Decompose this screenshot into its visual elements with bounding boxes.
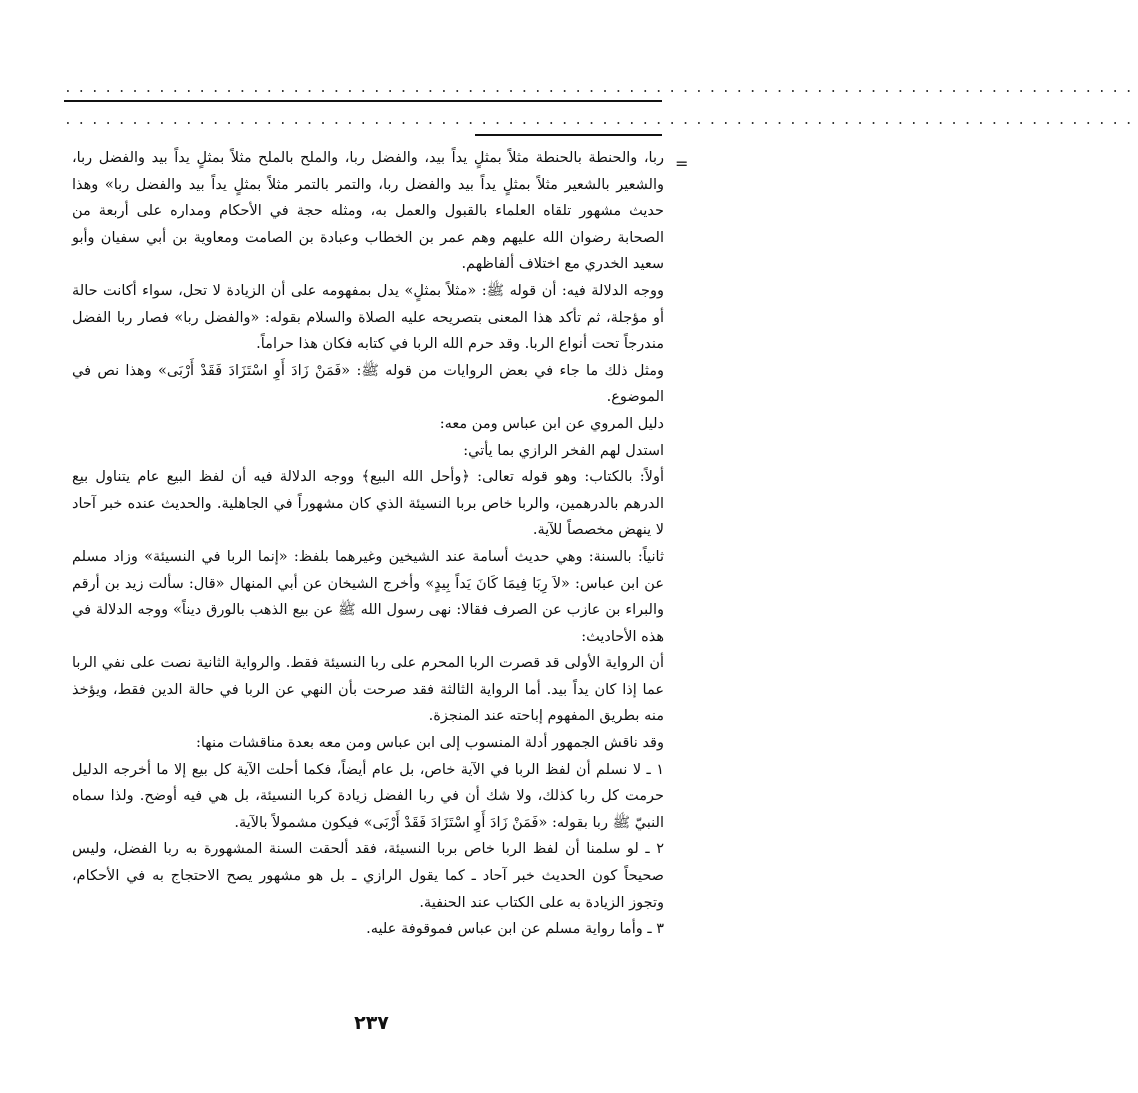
paragraph-first-quran: أولاً: بالكتاب: وهو قوله تعالى: ﴿وأحل الله البيع﴾ ووجه الدلالة فيه أن لفظ البيع عام يتناول بيع الدرهم بالدرهمين، والربا خاص بربا النسيئة الذي كان مشهوراً في الجاهلية. والحديث عنده خبر آحاد لا ينهض مخصصاً للآية. <box>72 469 664 539</box>
list-item-1: ١ ـ لا نسلم أن لفظ الربا في الآية خاص، بل عام أيضاً، فكما أحلت الآية كل بيع إلا ما أخرجه الدليل حرمت كل ربا كذلك، ولا شك أن في ربا الفضل زيادة كربا النسيئة، بل هي فيه أوضح. ولذا سماه النبيّ ﷺ ربا بقوله: «فَمَنْ زَادَ أَوِ اسْتَزَادَ فَقَدْ أَرْبَى» فيكون مشمولاً بالآية. <box>72 761 664 831</box>
paragraph-hadith-text: ربا، والحنطة بالحنطة مثلاً بمثلٍ يداً بيد، والفضل ربا، والملح بالملح مثلاً بمثلٍ يداً بيد والفضل ربا، والشعير بالشعير مثلاً بمثلٍ يداً بيد والفضل ربا، والتمر بالتمر مثلاً بمثلٍ يداً بيد والفضل ربا» وهذا حديث مشهور تلقاه العلماء بالقبول والعمل به، ومثله حجة في الأحكام ومداره على أربعة من الصحابة رضوان الله عليهم وهم عمر بن الخطاب وعبادة بن الصامت ومعاوية بن أبي سفيان وأبو سعيد الخدري مع اختلاف ألفاظهم. <box>72 150 664 273</box>
continuation-marker: = <box>675 154 689 173</box>
header-dotted-line-top: ................................................................................ <box>64 81 1138 96</box>
paragraph-razi-intro: استدل لهم الفخر الرازي بما يأتي: <box>463 442 664 459</box>
page-body <box>72 145 664 943</box>
list-item-3: ٣ ـ وأما رواية مسلم عن ابن عباس فموقوفة عليه. <box>366 921 664 938</box>
list-item-2: ٢ ـ لو سلمنا أن لفظ الربا خاص بربا النسيئة، فقد ألحقت السنة المشهورة به ربا الفضل، وليس صحيحاً كون الحديث خبر آحاد ـ كما يقول الرازي ـ بل هو مشهور يصح الاحتجاج به في الأحكام، وتجوز الزيادة به على الكتاب عند الحنفية. <box>72 841 664 911</box>
paragraph-majority-discussion: وقد ناقش الجمهور أدلة المنسوب إلى ابن عباس ومن معه بعدة مناقشات منها: <box>195 735 664 752</box>
header-rule <box>64 100 662 102</box>
paragraph-evidence-explanation: ووجه الدلالة فيه: أن قوله ﷺ: «مثلاً بمثلٍ» يدل بمفهومه على أن الزيادة لا تحل، سواء أكانت حالة أو مؤجلة، ثم تأكد هذا المعنى بتصريحه عليه الصلاة والسلام بقوله: «والفضل ربا» فصار ربا الفضل مندرجاً تحت أنواع الربا. وقد حرم الله الربا في كتابه فكان هذا حراماً. <box>72 282 664 353</box>
header-dotted-line-bottom: ................................................................................ <box>64 113 1138 128</box>
page-number: ٢٣٧ <box>354 1012 389 1034</box>
section-heading-ibn-abbas-evidence: دليل المروي عن ابن عباس ومن معه: <box>439 415 664 432</box>
paragraph-second-sunnah: ثانياً: بالسنة: وهي حديث أسامة عند الشيخين وغيرهما بلفظ: «إنما الربا في النسيئة» وزاد مسلم عن ابن عباس: «لاَ رِبَا فِيمَا كَانَ يَداً بِيدٍ» وأخرج الشيخان عن أبي المنهال «قال: سألت زيد بن أرقم والبراء بن عازب عن الصرف فقالا: نهى رسول الله ﷺ عن بيع الذهب بالورق ديناً» ووجه الدلالة في هذه الأحاديث: <box>72 548 664 645</box>
paragraph-similar-narration: ومثل ذلك ما جاء في بعض الروايات من قوله ﷺ: «فَمَنْ زَادَ أَوِ اسْتَزَادَ فَقَدْ أَرْبَى» وهذا نص في الموضوع. <box>72 362 664 406</box>
header-short-rule <box>475 134 662 136</box>
paragraph-narrations-analysis: أن الرواية الأولى قد قصرت الربا المحرم على ربا النسيئة فقط. والرواية الثانية نصت على نفي الربا عما إذا كان يداً بيد. أما الرواية الثالثة فقد صرحت بأن النهي عن الربا في حالة الدين فقط، ويؤخذ منه بطريق المفهوم إباحته عند المنجزة. <box>72 655 664 725</box>
